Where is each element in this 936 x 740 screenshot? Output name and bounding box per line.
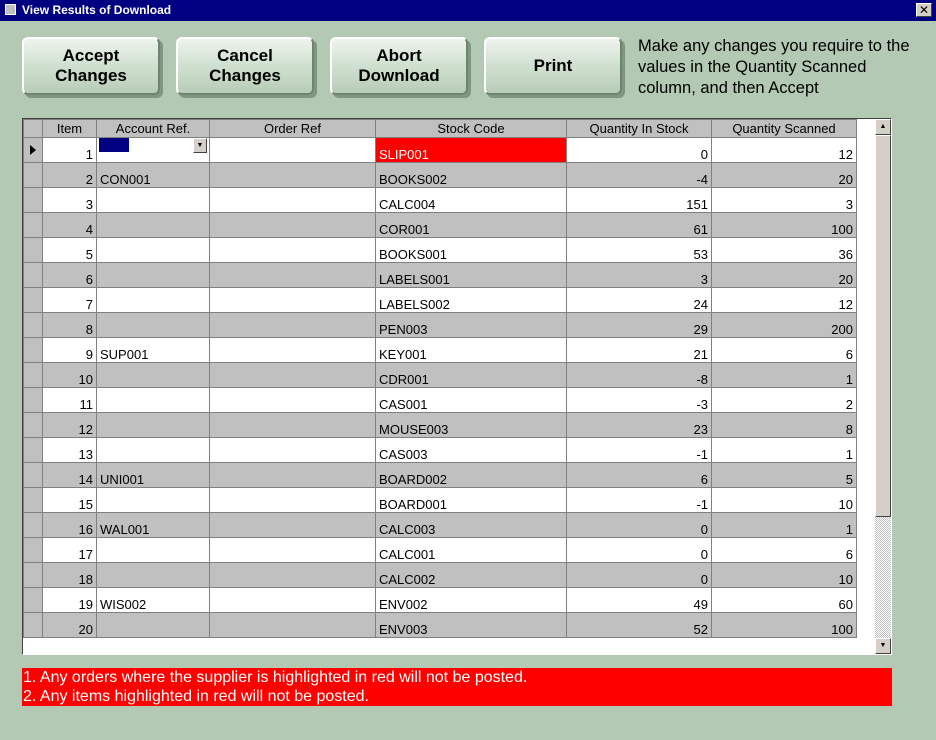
cell-quantity-in-stock: 6 [567, 463, 712, 488]
cell-quantity-in-stock: -4 [567, 163, 712, 188]
cell-stock-code: COR001 [376, 213, 567, 238]
abort-download-button[interactable] [330, 37, 468, 95]
row-selector[interactable] [24, 588, 43, 613]
cell-item: 9 [43, 338, 97, 363]
print-button[interactable] [484, 37, 622, 95]
cell-stock-code: CAS003 [376, 438, 567, 463]
table-row[interactable] [24, 413, 857, 438]
cell-quantity-in-stock: 61 [567, 213, 712, 238]
close-icon: ✕ [918, 3, 930, 17]
cell-quantity-scanned[interactable]: 100 [712, 613, 857, 638]
cell-item: 19 [43, 588, 97, 613]
cell-order-ref[interactable] [210, 188, 376, 213]
row-selector[interactable] [24, 338, 43, 363]
print-label: Print [533, 56, 573, 75]
cell-order-ref[interactable] [210, 363, 376, 388]
cell-quantity-in-stock: 0 [567, 138, 712, 163]
cell-item: 6 [43, 263, 97, 288]
cell-account-ref[interactable] [97, 538, 210, 563]
cell-quantity-in-stock: 52 [567, 613, 712, 638]
table-row[interactable] [24, 313, 857, 338]
table-row[interactable] [24, 563, 857, 588]
cell-quantity-scanned[interactable]: 10 [712, 488, 857, 513]
cell-item: 4 [43, 213, 97, 238]
table-row[interactable] [24, 488, 857, 513]
row-selector[interactable] [24, 613, 43, 638]
cell-order-ref[interactable] [210, 463, 376, 488]
cell-quantity-in-stock: 53 [567, 238, 712, 263]
column-header-quantity-scanned[interactable]: Quantity Scanned [712, 120, 857, 138]
row-selector[interactable] [24, 363, 43, 388]
cell-item: 15 [43, 488, 97, 513]
table-row[interactable] [24, 163, 857, 188]
cell-quantity-scanned[interactable]: 3 [712, 188, 857, 213]
cell-account-ref[interactable] [97, 313, 210, 338]
cell-order-ref[interactable] [210, 538, 376, 563]
cell-quantity-in-stock: 151 [567, 188, 712, 213]
row-selector[interactable] [24, 388, 43, 413]
cell-quantity-scanned[interactable]: 6 [712, 338, 857, 363]
cell-stock-code: CALC004 [376, 188, 567, 213]
row-selector[interactable] [24, 413, 43, 438]
cancel-changes-button[interactable] [176, 37, 314, 95]
cell-quantity-scanned[interactable]: 20 [712, 163, 857, 188]
cell-item: 14 [43, 463, 97, 488]
cell-stock-code: BOARD001 [376, 488, 567, 513]
cell-stock-code: CALC002 [376, 563, 567, 588]
cell-order-ref[interactable] [210, 488, 376, 513]
results-grid [22, 118, 892, 655]
cell-stock-code: LABELS002 [376, 288, 567, 313]
cell-quantity-scanned[interactable]: 20 [712, 263, 857, 288]
cell-stock-code: ENV002 [376, 588, 567, 613]
cell-quantity-in-stock: 23 [567, 413, 712, 438]
cell-order-ref[interactable] [210, 513, 376, 538]
vertical-scrollbar[interactable] [875, 119, 891, 654]
cell-quantity-in-stock: -1 [567, 488, 712, 513]
cell-order-ref[interactable] [210, 388, 376, 413]
cell-account-ref[interactable] [97, 438, 210, 463]
cell-order-ref[interactable] [210, 563, 376, 588]
cell-account-ref[interactable] [97, 613, 210, 638]
cell-quantity-in-stock: 29 [567, 313, 712, 338]
window-title: View Results of Download [22, 3, 172, 17]
cell-quantity-in-stock: -1 [567, 438, 712, 463]
cell-account-ref[interactable] [97, 263, 210, 288]
table-row[interactable] [24, 213, 857, 238]
table-row[interactable] [24, 463, 857, 488]
row-selector[interactable] [24, 463, 43, 488]
cell-item: 20 [43, 613, 97, 638]
row-selector[interactable] [24, 488, 43, 513]
cell-quantity-scanned[interactable]: 12 [712, 138, 857, 163]
cell-stock-code: BOARD002 [376, 463, 567, 488]
cell-quantity-scanned[interactable]: 2 [712, 388, 857, 413]
cell-stock-code: MOUSE003 [376, 413, 567, 438]
column-header-quantity-in-stock[interactable]: Quantity In Stock [567, 120, 712, 138]
cell-quantity-scanned[interactable]: 200 [712, 313, 857, 338]
table-row[interactable] [24, 513, 857, 538]
cell-item: 5 [43, 238, 97, 263]
cell-quantity-in-stock: 24 [567, 288, 712, 313]
table-row[interactable] [24, 363, 857, 388]
cell-quantity-scanned[interactable]: 5 [712, 463, 857, 488]
accept-changes-button[interactable] [22, 37, 160, 95]
cancel-changes-label: Cancel Changes [209, 46, 281, 85]
cell-item: 17 [43, 538, 97, 563]
cell-item: 7 [43, 288, 97, 313]
cell-order-ref[interactable] [210, 138, 376, 163]
cell-account-ref[interactable] [97, 363, 210, 388]
cell-quantity-scanned[interactable]: 1 [712, 363, 857, 388]
cell-account-ref[interactable]: SUP001 [97, 338, 210, 363]
cell-account-ref[interactable] [97, 288, 210, 313]
row-selector[interactable] [24, 288, 43, 313]
cell-quantity-in-stock: 21 [567, 338, 712, 363]
table-row[interactable] [24, 613, 857, 638]
cell-stock-code: PEN003 [376, 313, 567, 338]
close-button[interactable] [916, 3, 932, 17]
cell-order-ref[interactable] [210, 588, 376, 613]
cell-order-ref[interactable] [210, 338, 376, 363]
cell-order-ref[interactable] [210, 613, 376, 638]
cell-stock-code: ENV003 [376, 613, 567, 638]
cell-item: 12 [43, 413, 97, 438]
row-selector[interactable] [24, 538, 43, 563]
cell-quantity-scanned[interactable]: 1 [712, 438, 857, 463]
column-header-stock-code[interactable]: Stock Code [376, 120, 567, 138]
cell-order-ref[interactable] [210, 438, 376, 463]
column-header-item[interactable]: Item [43, 120, 97, 138]
table-row[interactable] [24, 263, 857, 288]
cell-account-ref[interactable]: UNI001 [97, 463, 210, 488]
cell-item: 3 [43, 188, 97, 213]
column-header-order-ref[interactable]: Order Ref [210, 120, 376, 138]
cell-quantity-scanned[interactable]: 36 [712, 238, 857, 263]
cell-account-ref[interactable] [97, 138, 210, 163]
cell-stock-code: SLIP001 [376, 138, 567, 163]
cell-order-ref[interactable] [210, 213, 376, 238]
cell-account-ref[interactable]: WIS002 [97, 588, 210, 613]
chevron-down-icon[interactable]: ▼ [193, 138, 207, 153]
cell-quantity-scanned[interactable]: 10 [712, 563, 857, 588]
table-header-row [24, 120, 857, 138]
cell-quantity-scanned[interactable]: 100 [712, 213, 857, 238]
account-ref-selected-value[interactable] [99, 138, 129, 152]
row-selector-arrow-icon [30, 145, 36, 155]
row-selector-header [24, 120, 43, 138]
row-selector[interactable] [24, 213, 43, 238]
scroll-down-icon: ▼ [879, 642, 887, 649]
instructions-text: Make any changes you require to the values in the Quantity Scanned column, and then Accept [638, 37, 910, 97]
cell-order-ref[interactable] [210, 263, 376, 288]
accept-changes-label: Accept Changes [55, 46, 127, 85]
cell-order-ref[interactable] [210, 288, 376, 313]
table-row[interactable] [24, 538, 857, 563]
cell-order-ref[interactable] [210, 413, 376, 438]
cell-account-ref[interactable]: WAL001 [97, 513, 210, 538]
cell-quantity-in-stock: 0 [567, 513, 712, 538]
table-row[interactable] [24, 388, 857, 413]
cell-stock-code: BOOKS002 [376, 163, 567, 188]
cell-account-ref[interactable] [97, 388, 210, 413]
row-selector[interactable] [24, 163, 43, 188]
account-ref-dropdown[interactable] [97, 138, 209, 156]
cell-quantity-in-stock: -3 [567, 388, 712, 413]
row-selector[interactable] [24, 138, 43, 163]
scroll-thumb[interactable] [875, 135, 891, 517]
cell-item: 11 [43, 388, 97, 413]
cell-account-ref[interactable] [97, 488, 210, 513]
cell-quantity-scanned[interactable]: 60 [712, 588, 857, 613]
cell-order-ref[interactable] [210, 313, 376, 338]
cell-stock-code: CAS001 [376, 388, 567, 413]
cell-stock-code: KEY001 [376, 338, 567, 363]
cell-item: 18 [43, 563, 97, 588]
row-selector[interactable] [24, 438, 43, 463]
cell-quantity-in-stock: 3 [567, 263, 712, 288]
table-row[interactable] [24, 238, 857, 263]
cell-quantity-scanned[interactable]: 8 [712, 413, 857, 438]
cell-account-ref[interactable]: CON001 [97, 163, 210, 188]
cell-stock-code: BOOKS001 [376, 238, 567, 263]
cell-account-ref[interactable] [97, 413, 210, 438]
cell-quantity-in-stock: 0 [567, 563, 712, 588]
cell-quantity-in-stock: 0 [567, 538, 712, 563]
cell-item: 16 [43, 513, 97, 538]
table-row[interactable] [24, 438, 857, 463]
scroll-down-button[interactable] [875, 638, 891, 654]
table-row[interactable] [24, 588, 857, 613]
cell-stock-code: CDR001 [376, 363, 567, 388]
row-selector[interactable] [24, 263, 43, 288]
cell-stock-code: CALC003 [376, 513, 567, 538]
cell-account-ref[interactable] [97, 213, 210, 238]
cell-order-ref[interactable] [210, 163, 376, 188]
cell-quantity-in-stock: 49 [567, 588, 712, 613]
notice-line-2: 2. Any items highlighted in red will not be posted. [23, 688, 369, 705]
cell-item: 2 [43, 163, 97, 188]
cell-item: 8 [43, 313, 97, 338]
cell-quantity-scanned[interactable]: 6 [712, 538, 857, 563]
cell-item: 10 [43, 363, 97, 388]
abort-download-label: Abort Download [358, 46, 440, 85]
scroll-up-icon: ▲ [879, 123, 887, 130]
cell-quantity-scanned[interactable]: 1 [712, 513, 857, 538]
cell-order-ref[interactable] [210, 238, 376, 263]
scroll-up-button[interactable] [875, 119, 891, 135]
cell-account-ref[interactable] [97, 238, 210, 263]
row-selector[interactable] [24, 563, 43, 588]
row-selector[interactable] [24, 188, 43, 213]
table-row[interactable] [24, 288, 857, 313]
warning-notice [22, 668, 892, 706]
row-selector[interactable] [24, 313, 43, 338]
cell-stock-code: CALC001 [376, 538, 567, 563]
table-row[interactable] [24, 138, 857, 163]
column-header-account-ref[interactable]: Account Ref. [97, 120, 210, 138]
cell-item: 1 [43, 138, 97, 163]
cell-quantity-scanned[interactable]: 12 [712, 288, 857, 313]
table-row[interactable] [24, 338, 857, 363]
cell-account-ref[interactable] [97, 188, 210, 213]
title-bar [0, 0, 936, 21]
cell-quantity-in-stock: -8 [567, 363, 712, 388]
app-icon [5, 4, 16, 15]
notice-line-1: 1. Any orders where the supplier is highlighted in red will not be posted. [23, 669, 528, 686]
cell-item: 13 [43, 438, 97, 463]
table-row[interactable] [24, 188, 857, 213]
row-selector[interactable] [24, 238, 43, 263]
results-table [23, 119, 857, 638]
cell-stock-code: LABELS001 [376, 263, 567, 288]
row-selector[interactable] [24, 513, 43, 538]
cell-account-ref[interactable] [97, 563, 210, 588]
